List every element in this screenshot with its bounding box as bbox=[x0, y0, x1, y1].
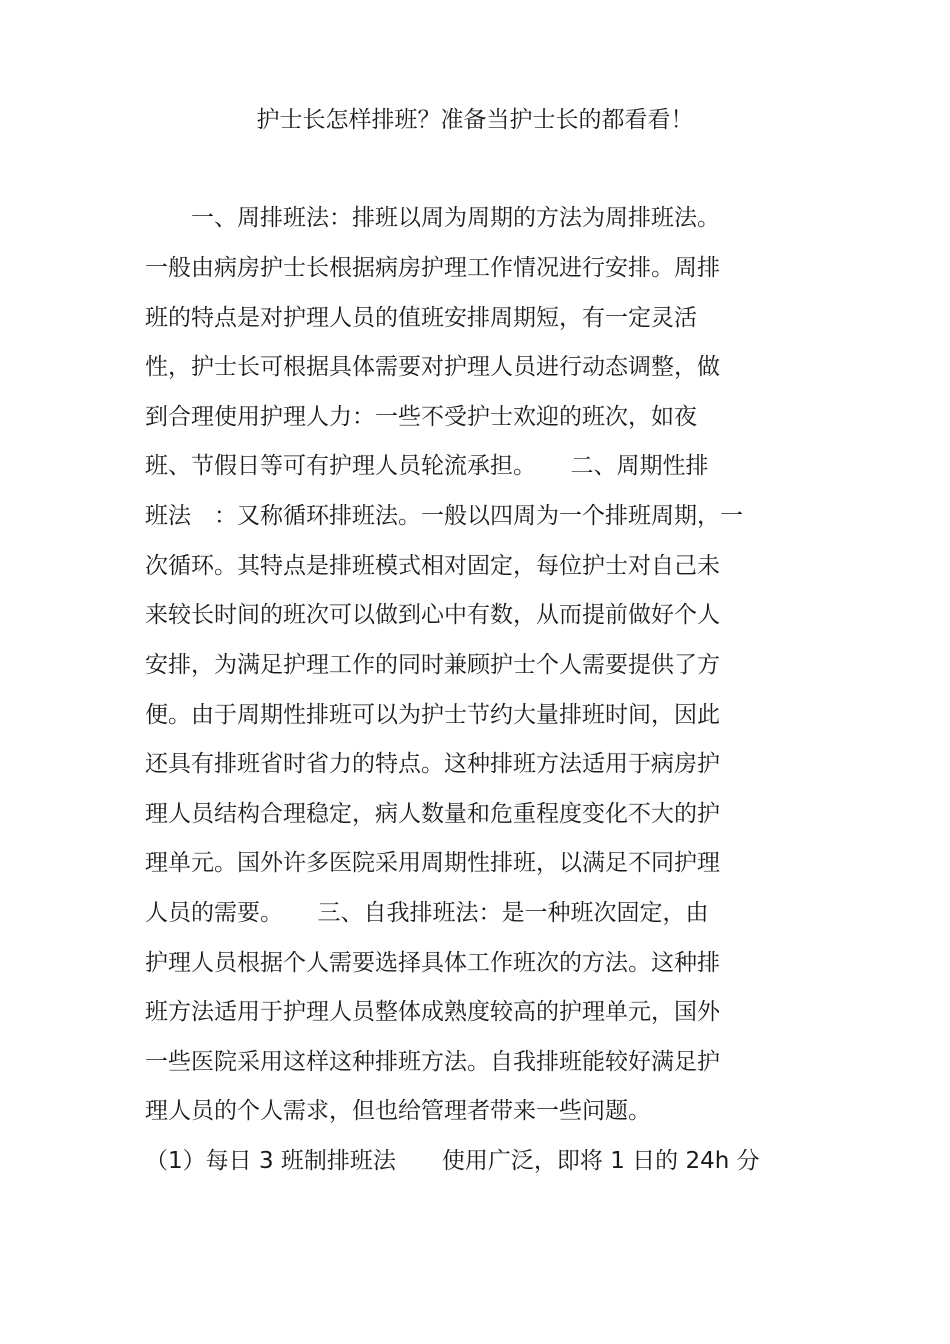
body-line-4: 性，护士长可根据具体需要对护理人员进行动态调整，做 bbox=[145, 354, 720, 380]
body-line-20: （1）每日 3 班制排班法 使用广泛，即将 1 日的 24h 分 bbox=[145, 1148, 760, 1174]
body-line-14: 理单元。国外许多医院采用周期性排班，以满足不同护理 bbox=[145, 850, 720, 876]
body-line-15: 人员的需要。 三、自我排班法：是一种班次固定，由 bbox=[145, 900, 709, 926]
body-line-8: 次循环。其特点是排班模式相对固定，每位护士对自己未 bbox=[145, 553, 720, 579]
body-line-3: 班的特点是对护理人员的值班安排周期短，有一定灵活 bbox=[145, 305, 697, 331]
body-line-18: 一些医院采用这样这种排班方法。自我排班能较好满足护 bbox=[145, 1049, 720, 1075]
body-line-17: 班方法适用于护理人员整体成熟度较高的护理单元，国外 bbox=[145, 999, 720, 1025]
body-line-5: 到合理使用护理人力：一些不受护士欢迎的班次，如夜 bbox=[145, 404, 697, 430]
body-line-11: 便。由于周期性排班可以为护士节约大量排班时间，因此 bbox=[145, 702, 720, 728]
body-line-19: 理人员的个人需求，但也给管理者带来一些问题。 bbox=[145, 1098, 651, 1124]
body-line-10: 安排，为满足护理工作的同时兼顾护士个人需要提供了方 bbox=[145, 652, 720, 678]
body-line-7: 班法 ：又称循环排班法。一般以四周为一个排班周期，一 bbox=[145, 503, 743, 529]
body-line-6: 班、节假日等可有护理人员轮流承担。 二、周期性排 bbox=[145, 453, 709, 479]
body-line-16: 护理人员根据个人需要选择具体工作班次的方法。这种排 bbox=[145, 950, 720, 976]
body-line-9: 来较长时间的班次可以做到心中有数，从而提前做好个人 bbox=[145, 602, 720, 628]
body-line-1: 一、周排班法：排班以周为周期的方法为周排班法。 bbox=[145, 205, 720, 231]
body-line-12: 还具有排班省时省力的特点。这种排班方法适用于病房护 bbox=[145, 751, 720, 777]
body-line-2: 一般由病房护士长根据病房护理工作情况进行安排。周排 bbox=[145, 255, 720, 281]
document-title: 护士长怎样排班？准备当护士长的都看看！ bbox=[256, 107, 694, 133]
body-line-13: 理人员结构合理稳定，病人数量和危重程度变化不大的护 bbox=[145, 801, 720, 827]
